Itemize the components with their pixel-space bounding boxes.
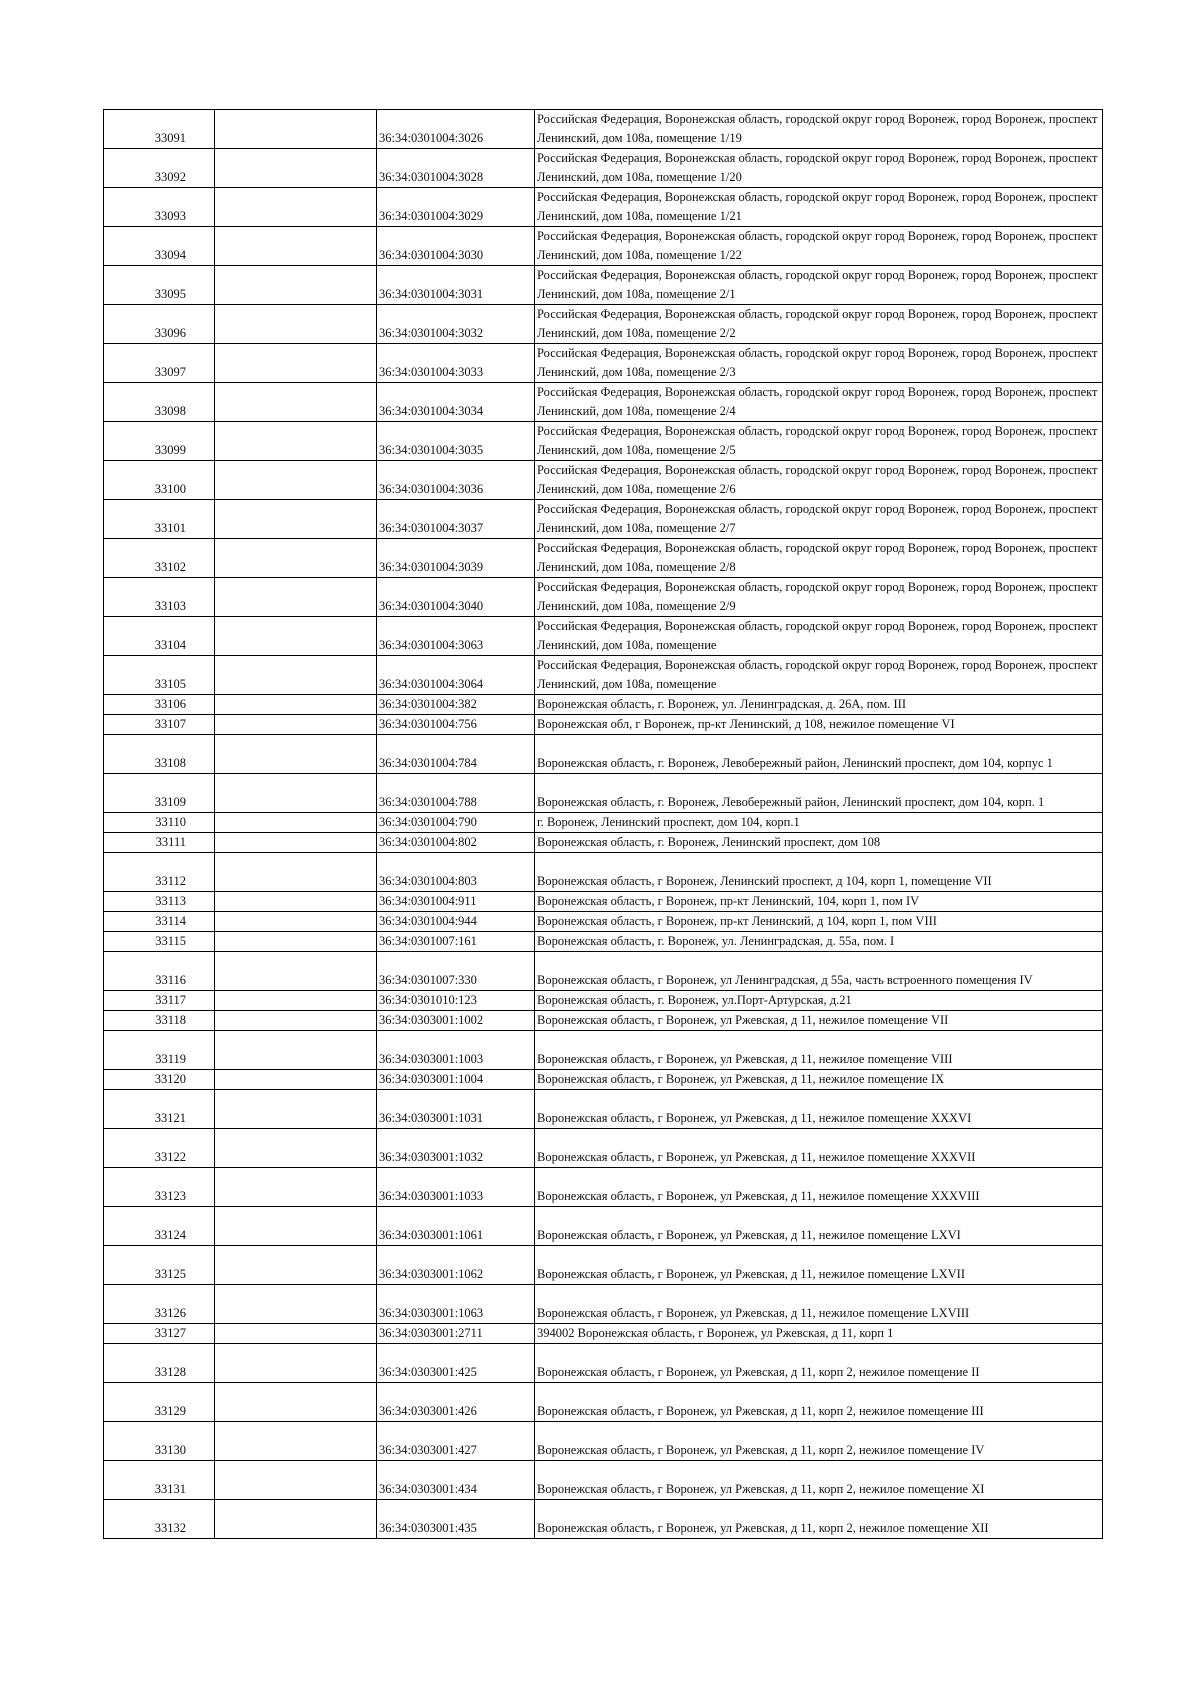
cadastral-number-cell: 36:34:0303001:2711 — [377, 1324, 535, 1344]
table-row — [104, 1129, 1103, 1168]
registry-table — [103, 109, 1103, 1539]
table-row — [104, 715, 1103, 735]
row-number-cell: 33092 — [104, 149, 215, 188]
address-cell: Воронежская область, г. Воронеж, Левобережный район, Ленинский проспект, дом 104, корпус 1 — [535, 735, 1103, 774]
table-row — [104, 952, 1103, 991]
cadastral-number-cell: 36:34:0301004:803 — [377, 853, 535, 892]
cadastral-number-cell: 36:34:0301004:3034 — [377, 383, 535, 422]
cadastral-number-cell: 36:34:0303001:1003 — [377, 1031, 535, 1070]
cadastral-number-cell: 36:34:0301004:788 — [377, 774, 535, 813]
address-cell: Воронежская область, г Воронеж, ул Ржевская, д 11, нежилое помещение VII — [535, 1011, 1103, 1031]
address-cell: 394002 Воронежская область, г Воронеж, ул Ржевская, д 11, корп 1 — [535, 1324, 1103, 1344]
address-cell: Российская Федерация, Воронежская область, городской округ город Воронеж, город Воронеж, проспект Ленинский, дом 108а, помещение 2/8 — [535, 539, 1103, 578]
row-number-cell: 33098 — [104, 383, 215, 422]
empty-cell — [215, 952, 377, 991]
empty-cell — [215, 932, 377, 952]
row-number-cell: 33127 — [104, 1324, 215, 1344]
cadastral-number-cell: 36:34:0301004:3026 — [377, 110, 535, 149]
row-number-cell: 33114 — [104, 912, 215, 932]
table-row — [104, 227, 1103, 266]
address-cell: Российская Федерация, Воронежская область, городской округ город Воронеж, город Воронеж, проспект Ленинский, дом 108а, помещение 2/1 — [535, 266, 1103, 305]
address-cell: Российская Федерация, Воронежская область, городской округ город Воронеж, город Воронеж, проспект Ленинский, дом 108а, помещение 2/5 — [535, 422, 1103, 461]
table-row — [104, 1324, 1103, 1344]
empty-cell — [215, 1011, 377, 1031]
empty-cell — [215, 578, 377, 617]
empty-cell — [215, 344, 377, 383]
table-row — [104, 110, 1103, 149]
row-number-cell: 33118 — [104, 1011, 215, 1031]
cadastral-number-cell: 36:34:0301004:944 — [377, 912, 535, 932]
row-number-cell: 33115 — [104, 932, 215, 952]
empty-cell — [215, 383, 377, 422]
table-row — [104, 1461, 1103, 1500]
address-cell: Российская Федерация, Воронежская область, городской округ город Воронеж, город Воронеж, проспект Ленинский, дом 108а, помещение — [535, 656, 1103, 695]
empty-cell — [215, 991, 377, 1011]
row-number-cell: 33101 — [104, 500, 215, 539]
cadastral-number-cell: 36:34:0301004:3036 — [377, 461, 535, 500]
table-row — [104, 578, 1103, 617]
address-cell: Российская Федерация, Воронежская область, городской округ город Воронеж, город Воронеж, проспект Ленинский, дом 108а, помещение 2/6 — [535, 461, 1103, 500]
row-number-cell: 33124 — [104, 1207, 215, 1246]
empty-cell — [215, 617, 377, 656]
row-number-cell: 33122 — [104, 1129, 215, 1168]
address-cell: Воронежская область, г. Воронеж, ул. Ленинградская, д. 26А, пом. III — [535, 695, 1103, 715]
table-row — [104, 656, 1103, 695]
address-cell: Воронежская область, г Воронеж, ул Ржевская, д 11, корп 2, нежилое помещение II — [535, 1344, 1103, 1383]
address-cell: Российская Федерация, Воронежская область, городской округ город Воронеж, город Воронеж, проспект Ленинский, дом 108а, помещение — [535, 617, 1103, 656]
row-number-cell: 33091 — [104, 110, 215, 149]
cadastral-number-cell: 36:34:0303001:1033 — [377, 1168, 535, 1207]
empty-cell — [215, 188, 377, 227]
cadastral-number-cell: 36:34:0301004:3030 — [377, 227, 535, 266]
row-number-cell: 33120 — [104, 1070, 215, 1090]
table-row — [104, 1422, 1103, 1461]
row-number-cell: 33126 — [104, 1285, 215, 1324]
table-row — [104, 853, 1103, 892]
empty-cell — [215, 1383, 377, 1422]
address-cell: Воронежская область, г Воронеж, ул Ржевская, д 11, нежилое помещение LXVII — [535, 1246, 1103, 1285]
table-row — [104, 1500, 1103, 1539]
table-row — [104, 188, 1103, 227]
empty-cell — [215, 833, 377, 853]
empty-cell — [215, 1422, 377, 1461]
row-number-cell: 33095 — [104, 266, 215, 305]
empty-cell — [215, 1207, 377, 1246]
empty-cell — [215, 1285, 377, 1324]
row-number-cell: 33105 — [104, 656, 215, 695]
cadastral-number-cell: 36:34:0301004:911 — [377, 892, 535, 912]
address-cell: Воронежская область, г Воронеж, ул Ржевская, д 11, корп 2, нежилое помещение IV — [535, 1422, 1103, 1461]
registry-table-body — [104, 110, 1103, 1539]
address-cell: Воронежская область, г Воронеж, ул Ржевская, д 11, корп 2, нежилое помещение XII — [535, 1500, 1103, 1539]
empty-cell — [215, 1031, 377, 1070]
empty-cell — [215, 422, 377, 461]
table-row — [104, 1090, 1103, 1129]
table-row — [104, 422, 1103, 461]
table-row — [104, 383, 1103, 422]
cadastral-number-cell: 36:34:0303001:434 — [377, 1461, 535, 1500]
table-row — [104, 500, 1103, 539]
row-number-cell: 33112 — [104, 853, 215, 892]
empty-cell — [215, 813, 377, 833]
address-cell: Российская Федерация, Воронежская область, городской округ город Воронеж, город Воронеж, проспект Ленинский, дом 108а, помещение 1/20 — [535, 149, 1103, 188]
cadastral-number-cell: 36:34:0301004:3032 — [377, 305, 535, 344]
cadastral-number-cell: 36:34:0301010:123 — [377, 991, 535, 1011]
cadastral-number-cell: 36:34:0301004:3063 — [377, 617, 535, 656]
address-cell: Воронежская область, г Воронеж, ул Ржевская, д 11, корп 2, нежилое помещение III — [535, 1383, 1103, 1422]
empty-cell — [215, 1246, 377, 1285]
address-cell: Российская Федерация, Воронежская область, городской округ город Воронеж, город Воронеж, проспект Ленинский, дом 108а, помещение 1/22 — [535, 227, 1103, 266]
table-row — [104, 617, 1103, 656]
table-row — [104, 266, 1103, 305]
address-cell: Воронежская область, г Воронеж, ул Ржевская, д 11, нежилое помещение VIII — [535, 1031, 1103, 1070]
table-row — [104, 912, 1103, 932]
address-cell: Воронежская область, г Воронеж, ул Ржевская, д 11, нежилое помещение IX — [535, 1070, 1103, 1090]
row-number-cell: 33102 — [104, 539, 215, 578]
address-cell: Воронежская область, г. Воронеж, Левобережный район, Ленинский проспект, дом 104, корп. 1 — [535, 774, 1103, 813]
address-cell: Российская Федерация, Воронежская область, городской округ город Воронеж, город Воронеж, проспект Ленинский, дом 108а, помещение 2/2 — [535, 305, 1103, 344]
cadastral-number-cell: 36:34:0303001:1061 — [377, 1207, 535, 1246]
table-row — [104, 1011, 1103, 1031]
address-cell: Российская Федерация, Воронежская область, городской округ город Воронеж, город Воронеж, проспект Ленинский, дом 108а, помещение 2/9 — [535, 578, 1103, 617]
row-number-cell: 33108 — [104, 735, 215, 774]
address-cell: Воронежская область, г. Воронеж, ул.Порт-Артурская, д.21 — [535, 991, 1103, 1011]
row-number-cell: 33130 — [104, 1422, 215, 1461]
address-cell: Воронежская область, г Воронеж, ул Ржевская, д 11, нежилое помещение XXXVII — [535, 1129, 1103, 1168]
empty-cell — [215, 461, 377, 500]
row-number-cell: 33125 — [104, 1246, 215, 1285]
row-number-cell: 33119 — [104, 1031, 215, 1070]
row-number-cell: 33113 — [104, 892, 215, 912]
empty-cell — [215, 305, 377, 344]
cadastral-number-cell: 36:34:0301007:161 — [377, 932, 535, 952]
table-row — [104, 774, 1103, 813]
cadastral-number-cell: 36:34:0303001:427 — [377, 1422, 535, 1461]
address-cell: Воронежская область, г Воронеж, пр-кт Ленинский, 104, корп 1, пом IV — [535, 892, 1103, 912]
table-row — [104, 461, 1103, 500]
empty-cell — [215, 500, 377, 539]
empty-cell — [215, 1129, 377, 1168]
cadastral-number-cell: 36:34:0301004:3028 — [377, 149, 535, 188]
address-cell: Воронежская область, г Воронеж, ул Ленинградская, д 55а, часть встроенного помещения IV — [535, 952, 1103, 991]
cadastral-number-cell: 36:34:0303001:1032 — [377, 1129, 535, 1168]
empty-cell — [215, 1090, 377, 1129]
cadastral-number-cell: 36:34:0301004:3029 — [377, 188, 535, 227]
cadastral-number-cell: 36:34:0303001:425 — [377, 1344, 535, 1383]
table-row — [104, 1285, 1103, 1324]
address-cell: Воронежская область, г Воронеж, Ленинский проспект, д 104, корп 1, помещение VII — [535, 853, 1103, 892]
empty-cell — [215, 227, 377, 266]
address-cell: Российская Федерация, Воронежская область, городской округ город Воронеж, город Воронеж, проспект Ленинский, дом 108а, помещение 1/21 — [535, 188, 1103, 227]
empty-cell — [215, 149, 377, 188]
row-number-cell: 33116 — [104, 952, 215, 991]
empty-cell — [215, 110, 377, 149]
address-cell: Воронежская область, г Воронеж, ул Ржевская, д 11, корп 2, нежилое помещение XI — [535, 1461, 1103, 1500]
empty-cell — [215, 774, 377, 813]
row-number-cell: 33107 — [104, 715, 215, 735]
address-cell: Воронежская обл, г Воронеж, пр-кт Ленинский, д 108, нежилое помещение VI — [535, 715, 1103, 735]
empty-cell — [215, 715, 377, 735]
cadastral-number-cell: 36:34:0301004:784 — [377, 735, 535, 774]
cadastral-number-cell: 36:34:0303001:1063 — [377, 1285, 535, 1324]
address-cell: Воронежская область, г. Воронеж, ул. Ленинградская, д. 55а, пом. I — [535, 932, 1103, 952]
cadastral-number-cell: 36:34:0301004:756 — [377, 715, 535, 735]
cadastral-number-cell: 36:34:0301004:382 — [377, 695, 535, 715]
empty-cell — [215, 853, 377, 892]
address-cell: Воронежская область, г Воронеж, ул Ржевская, д 11, нежилое помещение XXXVIII — [535, 1168, 1103, 1207]
address-cell: Российская Федерация, Воронежская область, городской округ город Воронеж, город Воронеж, проспект Ленинский, дом 108а, помещение 2/4 — [535, 383, 1103, 422]
address-cell: Воронежская область, г Воронеж, ул Ржевская, д 11, нежилое помещение LXVI — [535, 1207, 1103, 1246]
cadastral-number-cell: 36:34:0301004:3040 — [377, 578, 535, 617]
table-row — [104, 892, 1103, 912]
table-row — [104, 344, 1103, 383]
cadastral-number-cell: 36:34:0301004:3035 — [377, 422, 535, 461]
address-cell: Воронежская область, г Воронеж, ул Ржевская, д 11, нежилое помещение LXVIII — [535, 1285, 1103, 1324]
empty-cell — [215, 695, 377, 715]
table-row — [104, 833, 1103, 853]
table-row — [104, 695, 1103, 715]
row-number-cell: 33110 — [104, 813, 215, 833]
cadastral-number-cell: 36:34:0301004:3064 — [377, 656, 535, 695]
cadastral-number-cell: 36:34:0301004:3033 — [377, 344, 535, 383]
empty-cell — [215, 1070, 377, 1090]
empty-cell — [215, 912, 377, 932]
empty-cell — [215, 539, 377, 578]
cadastral-number-cell: 36:34:0303001:435 — [377, 1500, 535, 1539]
row-number-cell: 33094 — [104, 227, 215, 266]
row-number-cell: 33099 — [104, 422, 215, 461]
address-cell: Воронежская область, г Воронеж, пр-кт Ленинский, д 104, корп 1, пом VIII — [535, 912, 1103, 932]
address-cell: Российская Федерация, Воронежская область, городской округ город Воронеж, город Воронеж, проспект Ленинский, дом 108а, помещение 2/7 — [535, 500, 1103, 539]
table-row — [104, 1207, 1103, 1246]
cadastral-number-cell: 36:34:0301004:3039 — [377, 539, 535, 578]
row-number-cell: 33121 — [104, 1090, 215, 1129]
table-row — [104, 932, 1103, 952]
empty-cell — [215, 1168, 377, 1207]
table-row — [104, 1246, 1103, 1285]
address-cell: г. Воронеж, Ленинский проспект, дом 104, корп.1 — [535, 813, 1103, 833]
cadastral-number-cell: 36:34:0301004:802 — [377, 833, 535, 853]
table-row — [104, 149, 1103, 188]
row-number-cell: 33103 — [104, 578, 215, 617]
row-number-cell: 33093 — [104, 188, 215, 227]
row-number-cell: 33106 — [104, 695, 215, 715]
empty-cell — [215, 1344, 377, 1383]
row-number-cell: 33096 — [104, 305, 215, 344]
address-cell: Российская Федерация, Воронежская область, городской округ город Воронеж, город Воронеж, проспект Ленинский, дом 108а, помещение 2/3 — [535, 344, 1103, 383]
empty-cell — [215, 266, 377, 305]
address-cell: Воронежская область, г. Воронеж, Ленинский проспект, дом 108 — [535, 833, 1103, 853]
row-number-cell: 33132 — [104, 1500, 215, 1539]
table-row — [104, 991, 1103, 1011]
cadastral-number-cell: 36:34:0303001:1002 — [377, 1011, 535, 1031]
cadastral-number-cell: 36:34:0303001:1004 — [377, 1070, 535, 1090]
empty-cell — [215, 656, 377, 695]
row-number-cell: 33104 — [104, 617, 215, 656]
cadastral-number-cell: 36:34:0301004:3037 — [377, 500, 535, 539]
cadastral-number-cell: 36:34:0303001:426 — [377, 1383, 535, 1422]
cadastral-number-cell: 36:34:0303001:1031 — [377, 1090, 535, 1129]
table-row — [104, 1344, 1103, 1383]
address-cell: Воронежская область, г Воронеж, ул Ржевская, д 11, нежилое помещение XXXVI — [535, 1090, 1103, 1129]
table-row — [104, 1168, 1103, 1207]
empty-cell — [215, 892, 377, 912]
table-row — [104, 539, 1103, 578]
cadastral-number-cell: 36:34:0303001:1062 — [377, 1246, 535, 1285]
table-row — [104, 813, 1103, 833]
table-row — [104, 1031, 1103, 1070]
cadastral-number-cell: 36:34:0301004:790 — [377, 813, 535, 833]
row-number-cell: 33117 — [104, 991, 215, 1011]
row-number-cell: 33109 — [104, 774, 215, 813]
empty-cell — [215, 1461, 377, 1500]
table-row — [104, 735, 1103, 774]
cadastral-number-cell: 36:34:0301004:3031 — [377, 266, 535, 305]
row-number-cell: 33129 — [104, 1383, 215, 1422]
row-number-cell: 33097 — [104, 344, 215, 383]
table-row — [104, 305, 1103, 344]
row-number-cell: 33123 — [104, 1168, 215, 1207]
table-row — [104, 1383, 1103, 1422]
table-row — [104, 1070, 1103, 1090]
row-number-cell: 33111 — [104, 833, 215, 853]
empty-cell — [215, 1500, 377, 1539]
row-number-cell: 33131 — [104, 1461, 215, 1500]
empty-cell — [215, 1324, 377, 1344]
row-number-cell: 33100 — [104, 461, 215, 500]
address-cell: Российская Федерация, Воронежская область, городской округ город Воронеж, город Воронеж, проспект Ленинский, дом 108а, помещение 1/19 — [535, 110, 1103, 149]
row-number-cell: 33128 — [104, 1344, 215, 1383]
cadastral-number-cell: 36:34:0301007:330 — [377, 952, 535, 991]
empty-cell — [215, 735, 377, 774]
